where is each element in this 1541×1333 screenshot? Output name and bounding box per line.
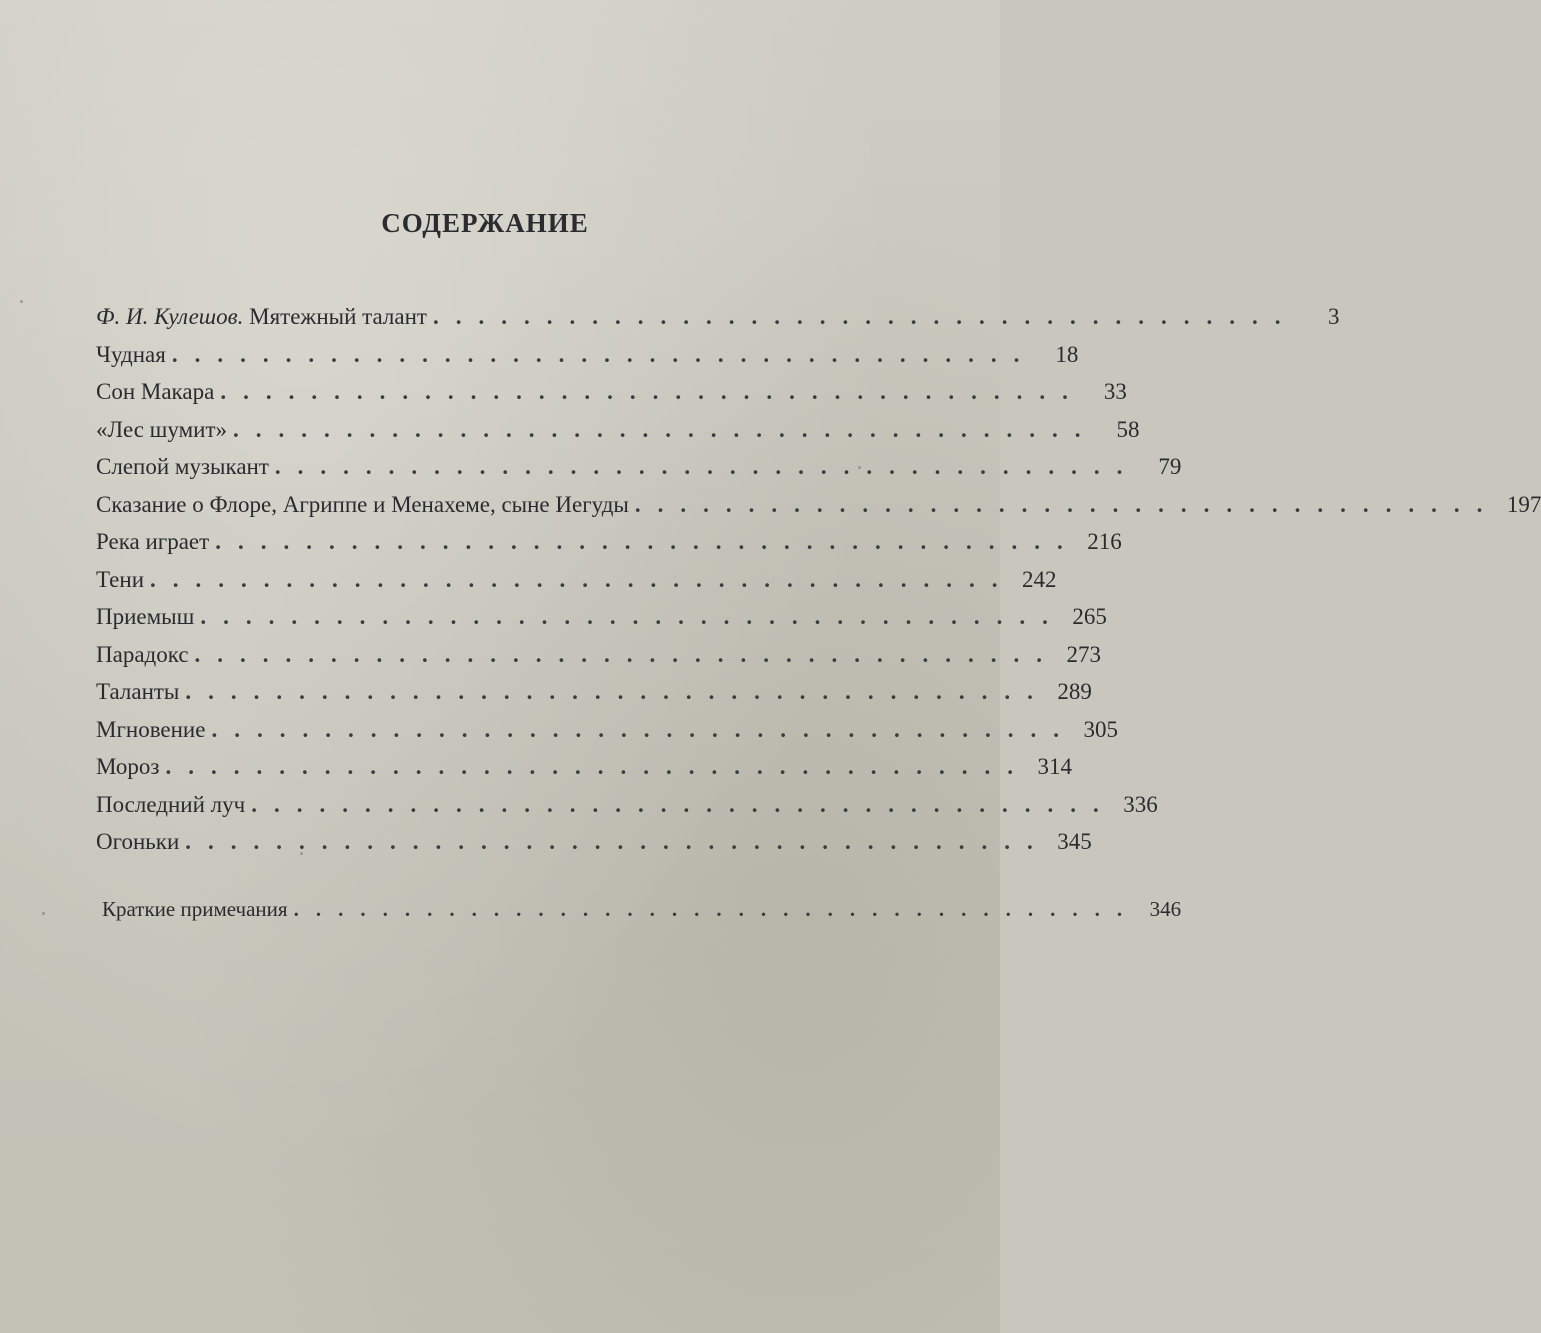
toc-entry-page: 197 bbox=[1506, 491, 1541, 517]
toc-entry-title: «Лес шумит» bbox=[96, 416, 228, 442]
dot-leader: ...................................... bbox=[233, 416, 1098, 442]
table-of-contents bbox=[96, 304, 1541, 934]
notes-label: Краткие примечания bbox=[102, 896, 288, 921]
dot-leader: ...................................... bbox=[293, 896, 1140, 921]
paper-speck bbox=[300, 852, 303, 855]
dot-leader: ...................................... bbox=[634, 491, 1500, 517]
toc-entry-title: Огоньки bbox=[96, 829, 180, 854]
toc-entry-title: Таланты bbox=[96, 679, 180, 704]
toc-entry-title: Приемыш bbox=[96, 604, 195, 629]
toc-entry bbox=[96, 491, 1541, 530]
toc-entry-page: 345 bbox=[1057, 829, 1092, 854]
toc-entry bbox=[96, 416, 1140, 455]
toc-entry bbox=[96, 679, 1092, 717]
toc-entry-page: 265 bbox=[1072, 604, 1107, 629]
toc-entry-page: 336 bbox=[1123, 791, 1158, 817]
toc-entry-page: 273 bbox=[1066, 641, 1102, 667]
paper-speck bbox=[42, 912, 45, 915]
dot-leader: ...................................... bbox=[274, 454, 1140, 479]
toc-entry bbox=[96, 304, 1340, 342]
toc-entry-title: Сказание о Флоре, Агриппе и Менахеме, сыне Иегуды bbox=[96, 491, 629, 517]
toc-entry-title: Сон Макара bbox=[96, 379, 215, 404]
toc-entry-title: Мороз bbox=[96, 754, 160, 779]
toc-entry-title: Тени bbox=[96, 566, 144, 592]
dot-leader: ...................................... bbox=[211, 716, 1076, 742]
toc-entry-title: Слепой музыкант bbox=[96, 454, 269, 479]
toc-entry bbox=[96, 791, 1158, 830]
toc-entry-page: 3 bbox=[1327, 304, 1340, 329]
toc-entry bbox=[96, 754, 1072, 792]
toc-entry bbox=[96, 716, 1118, 755]
toc-entry-page: 314 bbox=[1037, 754, 1072, 779]
toc-entry bbox=[96, 529, 1122, 567]
toc-entry bbox=[96, 454, 1182, 492]
toc-entry bbox=[96, 566, 1057, 605]
toc-entry-page: 305 bbox=[1083, 716, 1118, 742]
dot-leader: ...................................... bbox=[185, 829, 1050, 854]
toc-entry-notes bbox=[96, 896, 1182, 935]
dot-leader: ...................................... bbox=[171, 341, 1037, 367]
toc-entry-title: Мятежный талант bbox=[249, 304, 427, 329]
paper-speck bbox=[20, 300, 23, 303]
dot-leader: ...................................... bbox=[251, 791, 1116, 817]
toc-entry-page: 33 bbox=[1103, 379, 1127, 404]
toc-entry-title: Чудная bbox=[96, 341, 166, 367]
toc-entry-title: Река играет bbox=[96, 529, 210, 554]
toc-entry-title: Мгновение bbox=[96, 716, 206, 742]
paper-speck bbox=[858, 466, 861, 469]
toc-entry-label bbox=[96, 304, 433, 330]
toc-entry bbox=[96, 604, 1107, 642]
dot-leader: ...................................... bbox=[165, 754, 1030, 779]
toc-entry-page: 79 bbox=[1158, 454, 1182, 479]
toc-entry bbox=[96, 641, 1102, 680]
dot-leader: ...................................... bbox=[200, 604, 1065, 629]
page-title: СОДЕРЖАНИЕ bbox=[381, 208, 589, 238]
toc-entry-title: Последний луч bbox=[96, 791, 246, 817]
toc-entry-title: Парадокс bbox=[96, 641, 189, 667]
dot-leader: ...................................... bbox=[220, 379, 1085, 404]
dot-leader: ...................................... bbox=[215, 529, 1080, 554]
toc-entry bbox=[96, 829, 1092, 867]
dot-leader: ...................................... bbox=[185, 679, 1050, 704]
notes-page: 346 bbox=[1149, 896, 1182, 921]
toc-entry bbox=[96, 341, 1079, 380]
toc-entry-author: Ф. И. Кулешов. bbox=[96, 304, 244, 329]
toc-entry bbox=[96, 379, 1127, 417]
toc-entry-page: 289 bbox=[1057, 679, 1092, 704]
toc-entry-page: 242 bbox=[1022, 566, 1057, 592]
toc-entry-page: 58 bbox=[1116, 416, 1140, 442]
toc-entry-page: 18 bbox=[1055, 341, 1079, 367]
dot-leader: ...................................... bbox=[150, 566, 1015, 592]
dot-leader: ...................................... bbox=[194, 641, 1060, 667]
dot-leader: ...................................... bbox=[432, 304, 1298, 329]
toc-entry-page: 216 bbox=[1087, 529, 1122, 554]
